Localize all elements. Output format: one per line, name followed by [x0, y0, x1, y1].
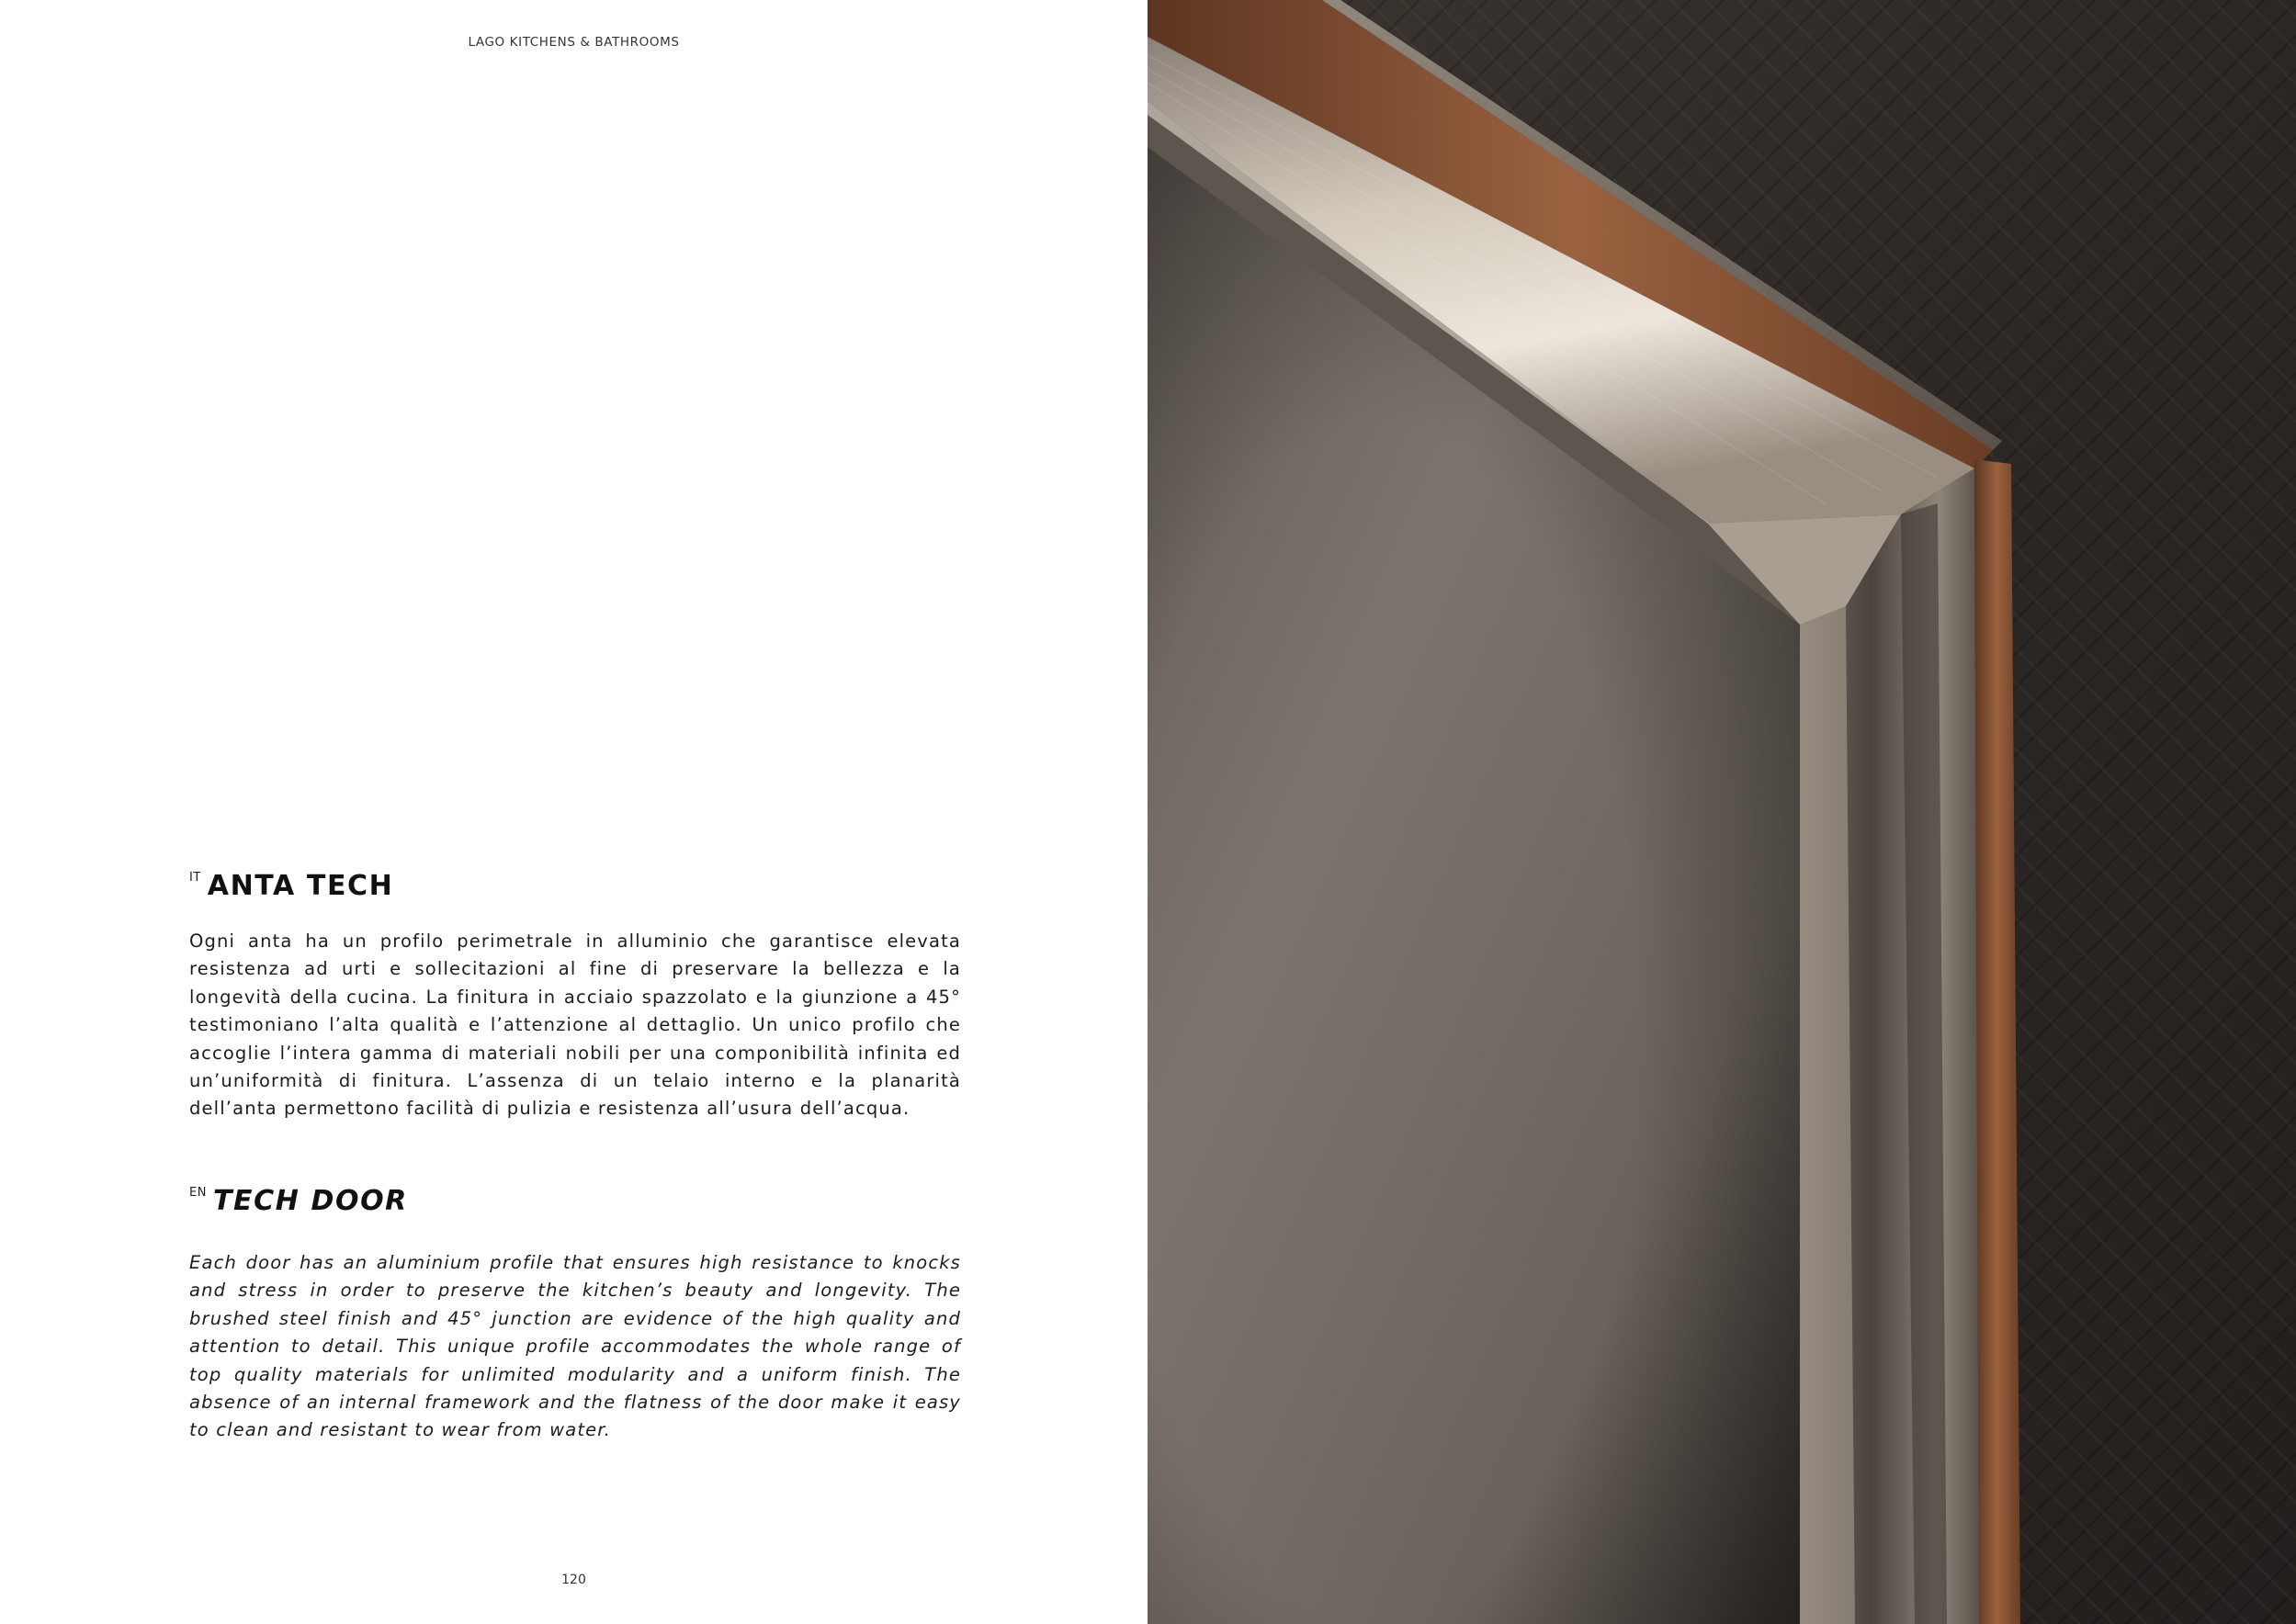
language-tag-it: IT [189, 871, 201, 885]
section-english [189, 1179, 961, 1445]
right-page [1148, 0, 2296, 1624]
running-header: LAGO KITCHENS & BATHROOMS [468, 35, 680, 50]
section-body-it: Ogni anta ha un profilo perimetrale in alluminio che garantisce elevata resistenza ad urti e sollecitazioni al fine di preservare la bellezza e la longevità della cucina. La finitura in acciaio spazzolato e la giunzione a 45° testimoniano l’alta qualità e l’attenzione al dettaglio. Un unico profilo che accoglie l’intera gamma di materiali nobili per una componibilità infinita ed un’uniformità di finitura. L’assenza di un telaio interno e la planarità dell’anta permettono facilità di pulizia e resistenza all’usura dell’acqua. [189, 930, 961, 1120]
door-profile-photo [1148, 0, 2296, 1624]
section-title-it: ANTA TECH [207, 870, 394, 902]
heading-row-it [189, 863, 961, 909]
language-tag-en: EN [189, 1186, 207, 1200]
section-body-en: Each door has an aluminium profile that ensures high resistance to knocks and stress in order to preserve the kitchen’s beauty and longevity. The brushed steel finish and 45° junction are evidence of the high quality and attention to detail. This unique profile accommodates the whole range of top quality materials for unlimited modularity and a uniform finish. The absence of an internal framework and the flatness of the door make it easy to clean and resistant to wear from water. [189, 1252, 961, 1441]
page-number: 120 [561, 1573, 586, 1587]
section-title-en: TECH DOOR [212, 1185, 408, 1217]
heading-row-en [189, 1179, 961, 1224]
section-italian [189, 863, 961, 1123]
